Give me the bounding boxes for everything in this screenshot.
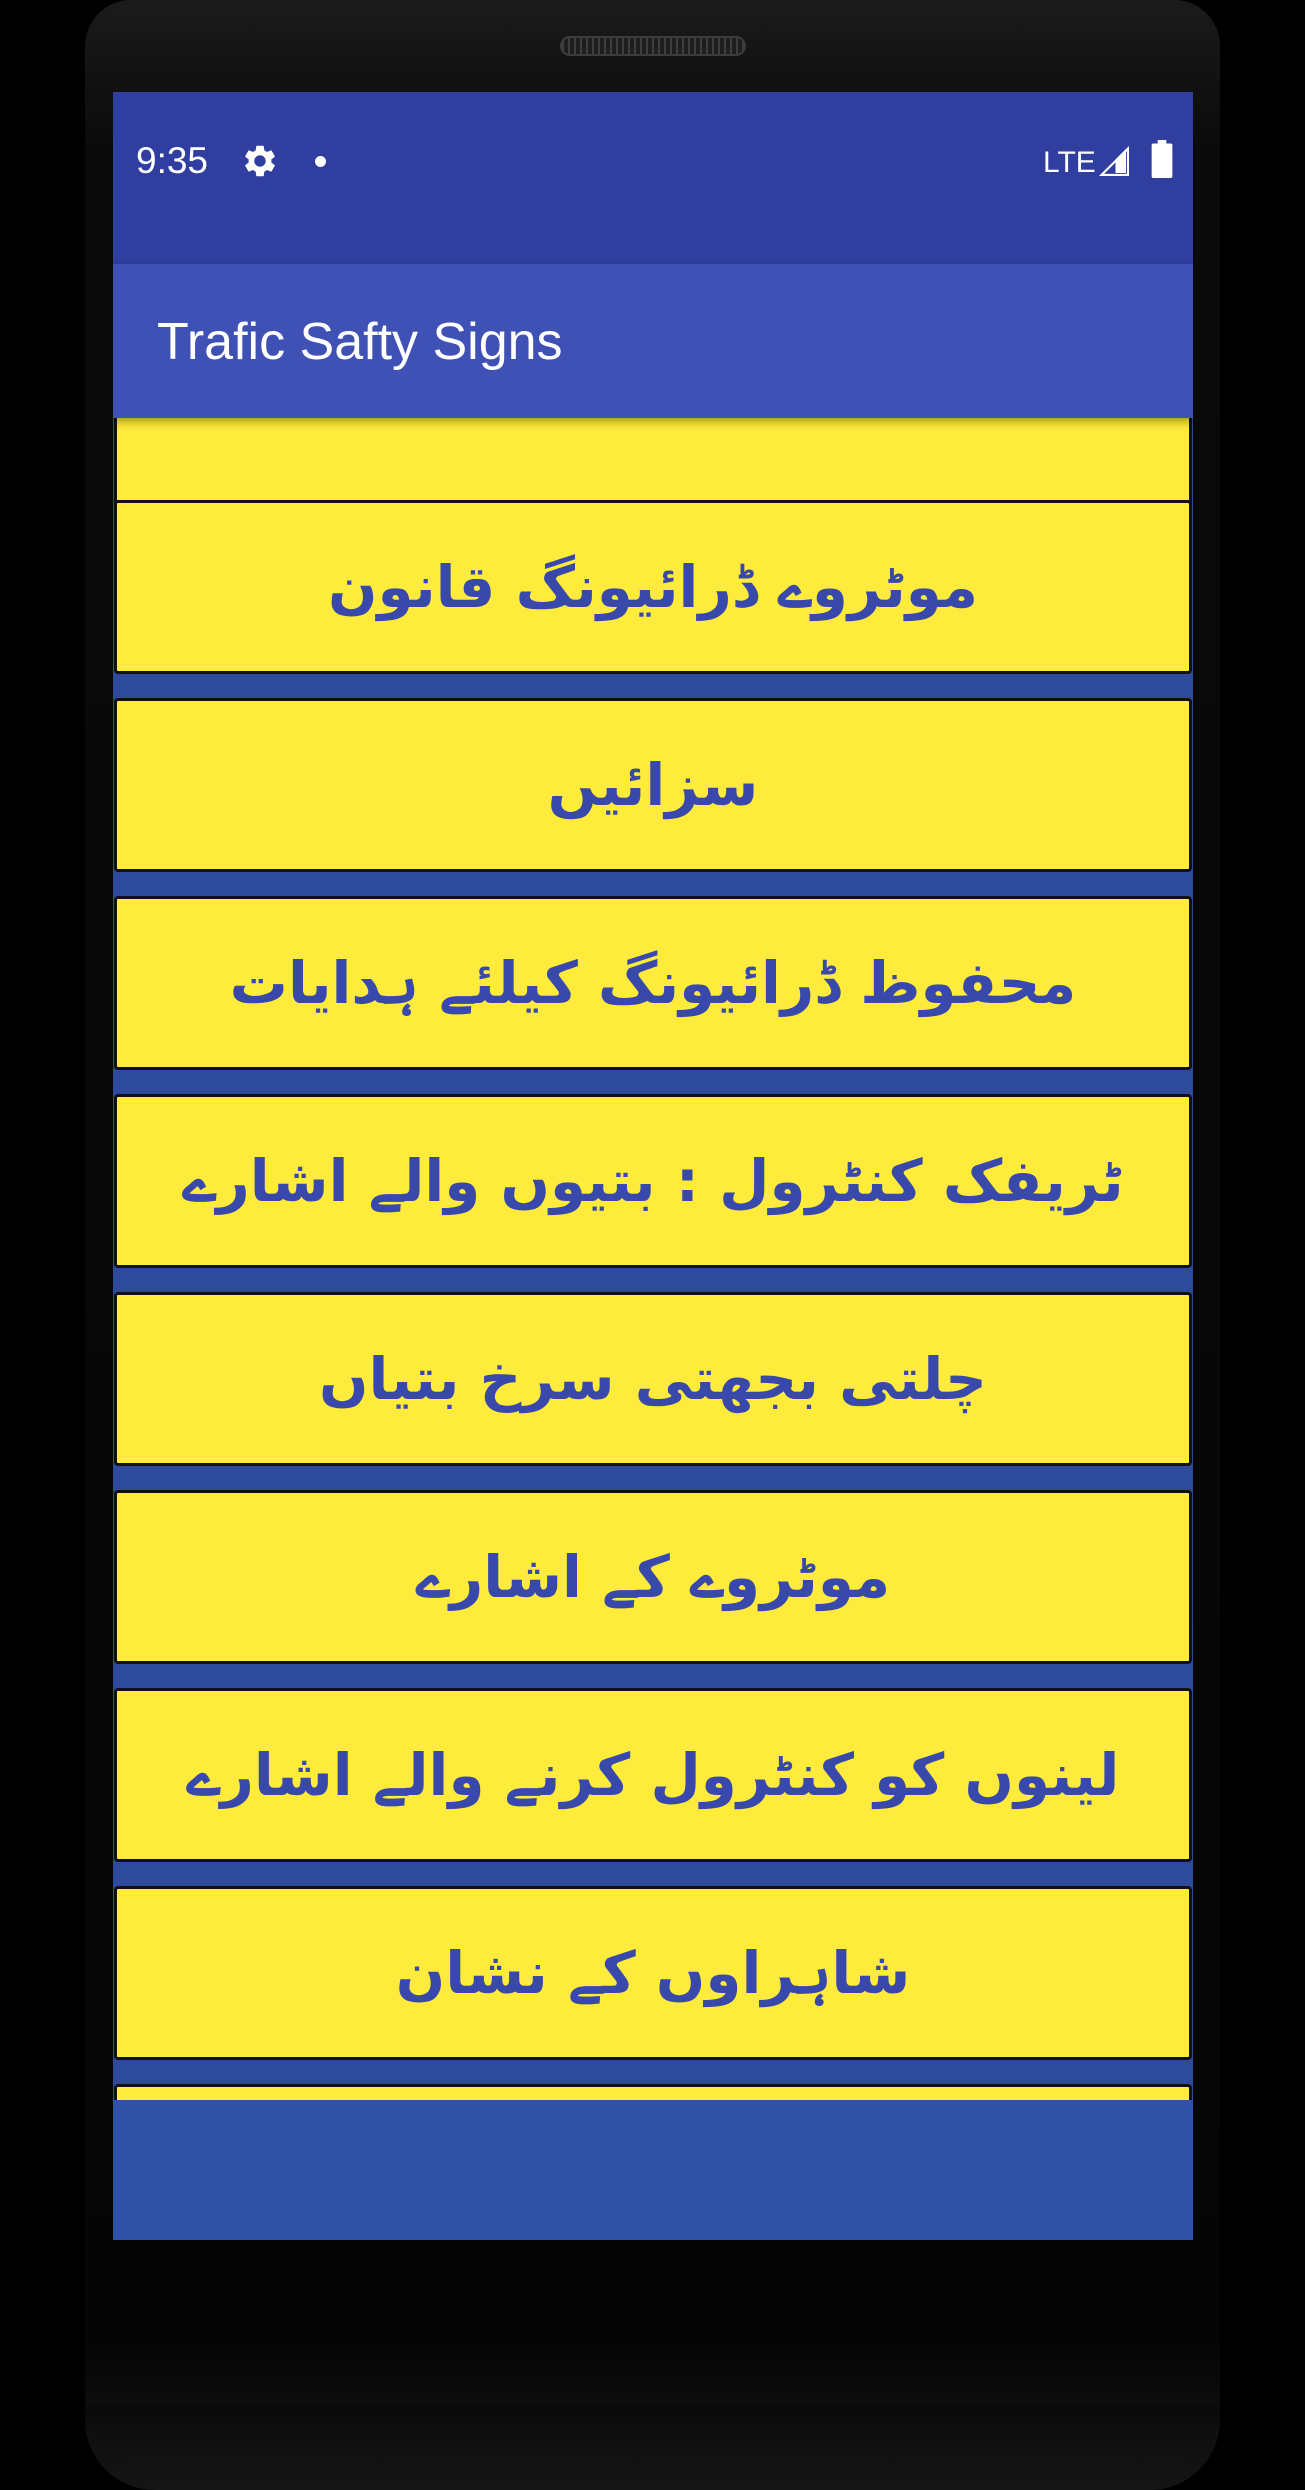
app-bar [113, 264, 1193, 418]
phone-chin [85, 2406, 1220, 2470]
status-time: 9:35 [136, 140, 209, 181]
list-item[interactable]: ٹریفک کنٹرول : بتیوں والے اشارے [114, 1094, 1192, 1268]
notification-dot-icon [315, 156, 326, 167]
list-item[interactable]: موٹروے کے اشارے [114, 1490, 1192, 1664]
bottom-banner-area [113, 2100, 1193, 2240]
list-item[interactable] [114, 2084, 1192, 2100]
list-item[interactable]: محفوظ ڈرائیونگ کیلئے ہدایات [114, 896, 1192, 1070]
list-item[interactable]: شاہراوں کے نشان [114, 1886, 1192, 2060]
network-type-label: LTE [1043, 146, 1096, 179]
list-item[interactable]: سزائیں [114, 698, 1192, 872]
app-screen [113, 92, 1193, 2240]
list-item[interactable]: لینوں کو کنٹرول کرنے والے اشارے [114, 1688, 1192, 1862]
signal-icon [1095, 143, 1133, 179]
list-item[interactable]: چلتی بجھتی سرخ بتیاں [114, 1292, 1192, 1466]
app-title: Trafic Safty Signs [157, 313, 563, 371]
earpiece-speaker [560, 36, 746, 56]
settings-icon [241, 142, 279, 180]
status-bar [113, 92, 1193, 264]
list-item[interactable]: موٹروے ڈرائیونگ قانون [114, 500, 1192, 674]
battery-icon [1151, 140, 1173, 178]
